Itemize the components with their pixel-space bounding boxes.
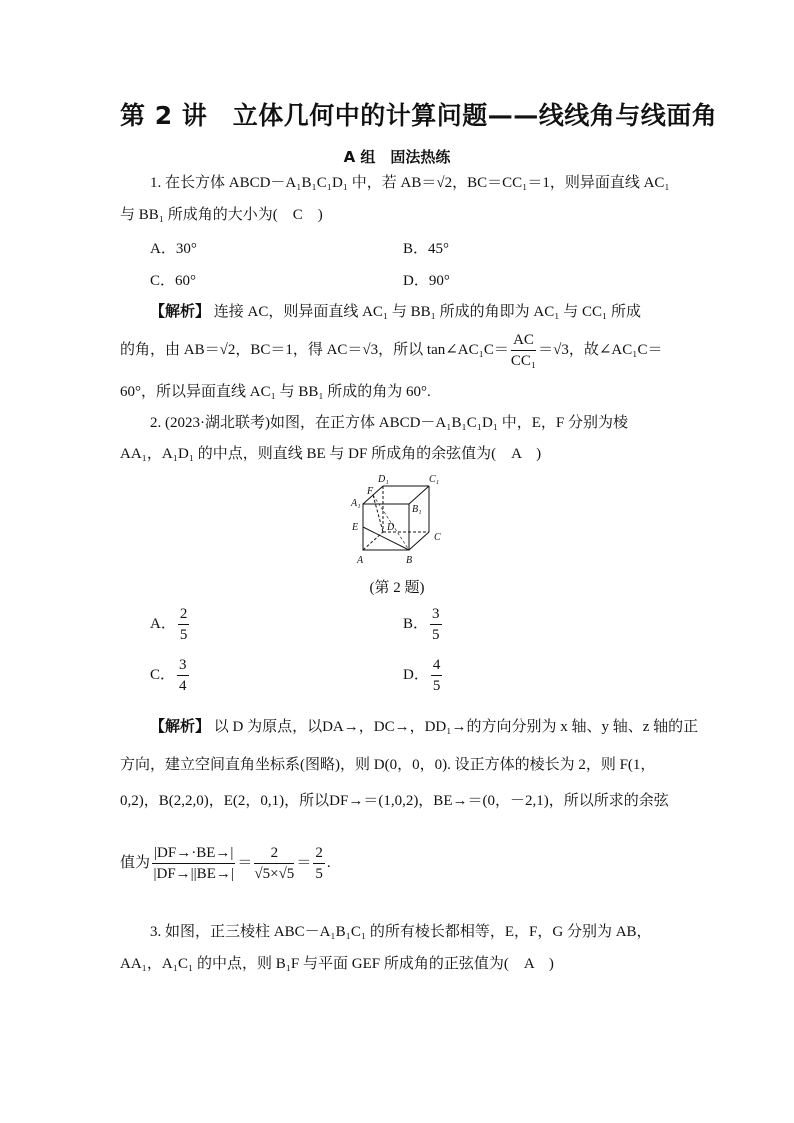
option-letter: B． [403, 615, 429, 632]
q2-option-d [403, 655, 444, 696]
option-letter: D． [403, 666, 429, 683]
edge-bc [409, 532, 429, 550]
fraction-denominator: 5 [315, 866, 323, 882]
cube-front-face [363, 504, 409, 550]
fraction-numerator: 4 [431, 655, 443, 676]
equals-sign: ＝ [237, 854, 253, 871]
q3-stem-line2: AA₁，A₁C₁ 的中点，则 B₁F 与平面 GEF 所成角的正弦值为( A ) [120, 956, 554, 972]
q1-option-b: B．45° [403, 241, 450, 257]
label-b: B [406, 555, 413, 566]
fraction-numerator: AC [511, 330, 536, 351]
fraction-denominator: CC₁ [510, 353, 537, 369]
q2-analysis-line2: 方向，建立空间直角坐标系(图略)，则 D(0，0，0). 设正方体的棱长为 2，则 F(1， [120, 757, 656, 773]
q1-option-c: C．60° [150, 273, 197, 289]
option-fraction [177, 655, 189, 696]
label-c: C [434, 532, 441, 543]
label-a1: A₁ [351, 498, 361, 509]
q2-stem-line1: 2. (2023·湖北联考)如图，在正方体 ABCD－A₁B₁C₁D₁ 中，E，F 分别为棱 [150, 415, 629, 431]
q2-result-fraction [313, 843, 325, 884]
q1-analysis-line2 [120, 330, 680, 371]
option-letter: C． [150, 666, 176, 683]
q1-fraction [511, 330, 536, 371]
fraction-denominator: √5×√5 [254, 866, 295, 882]
fraction-numerator: |DF→·BE→| [152, 843, 235, 864]
q2-analysis-line1 [150, 716, 710, 737]
q2-option-a [150, 604, 191, 645]
equals-sign: ＝ [296, 854, 312, 871]
fraction-denominator: 5 [432, 678, 441, 694]
q2-option-b [403, 604, 444, 645]
q2-option-c [150, 655, 191, 696]
segment-be [363, 527, 409, 550]
option-fraction [430, 604, 442, 645]
analysis-tag: 【解析】 [150, 302, 211, 320]
q3-stem-line1: 3. 如图，正三棱柱 ABC－A₁B₁C₁ 的所有棱长都相等，E，F，G 分别为 AB， [150, 924, 652, 940]
fraction-numerator: 2 [178, 604, 190, 625]
fraction-numerator: 2 [313, 843, 325, 864]
option-fraction [431, 655, 443, 696]
q2-analysis-line3: 0,2)，B(2,2,0)，E(2，0,1)，所以DF→＝(1,0,2)，BE→＝(0，－2,1)，所以所求的余弦 [120, 793, 669, 809]
q1-analysis-line3: 60°，所以异面直线 AC₁ 与 BB₁ 所成的角为 60°. [120, 384, 431, 400]
option-fraction [178, 604, 190, 645]
q1-analysis-text1: 连接 AC，则异面直线 AC₁ 与 BB₁ 所成的角即为 AC₁ 与 CC₁ 所成 [213, 304, 641, 320]
q1-analysis-line1 [150, 301, 710, 322]
q2-cos-fraction [152, 843, 235, 884]
q2-analysis-line4 [120, 843, 680, 884]
label-d1: D₁ [378, 474, 389, 485]
q2-stem-line2: AA₁，A₁D₁ 的中点，则直线 BE 与 DF 所成角的余弦值为( A ) [120, 446, 542, 462]
label-b1: B₁ [412, 504, 422, 515]
q1-stem-line2: 与 BB₁ 所成角的大小为( C ) [120, 207, 323, 223]
label-d: D [387, 522, 395, 533]
figure-caption: (第 2 题) [369, 580, 425, 596]
label-f: F [367, 486, 374, 497]
q1-stem-line1: 1. 在长方体 ABCD－A₁B₁C₁D₁ 中，若 AB＝√2，BC＝CC₁＝1，则异面直线 AC₁ [150, 175, 670, 191]
edge-ad-hidden [363, 532, 383, 550]
label-e: E [352, 522, 359, 533]
fraction-denominator: 5 [179, 627, 188, 643]
q2-value-fraction [254, 843, 294, 884]
analysis-tag: 【解析】 [150, 717, 211, 735]
cube-figure [345, 470, 455, 570]
q1-analysis-text2: 的角，由 AB＝√2，BC＝1，得 AC＝√3，所以 tan∠AC₁C＝ [120, 341, 509, 358]
fraction-denominator: |DF→||BE→| [153, 866, 234, 882]
option-letter: A． [150, 615, 176, 632]
page-title: 第 2 讲 立体几何中的计算问题——线线角与线面角 [120, 101, 718, 130]
fraction-denominator: 5 [432, 627, 440, 643]
segment-df [373, 495, 383, 532]
label-c1: C₁ [429, 474, 440, 485]
q1-option-d: D．90° [403, 273, 450, 289]
q2-analysis-prefix: 值为 [120, 854, 151, 871]
fraction-numerator: 3 [177, 655, 189, 676]
fraction-numerator: 3 [430, 604, 442, 625]
q1-analysis-text3: ＝√3，故∠AC₁C＝ [538, 341, 663, 358]
q1-option-a: A．30° [150, 241, 197, 257]
q2-analysis-text1: 以 D 为原点，以DA→，DC→，DD₁→的方向分别为 x 轴、y 轴、z 轴的正 [213, 719, 699, 735]
fraction-denominator: 4 [179, 678, 187, 694]
edge-b1c1 [409, 486, 429, 504]
fraction-numerator: 2 [254, 843, 294, 864]
period: . [326, 854, 331, 871]
group-heading: A 组 固法热练 [343, 148, 451, 166]
label-a: A [357, 555, 364, 566]
